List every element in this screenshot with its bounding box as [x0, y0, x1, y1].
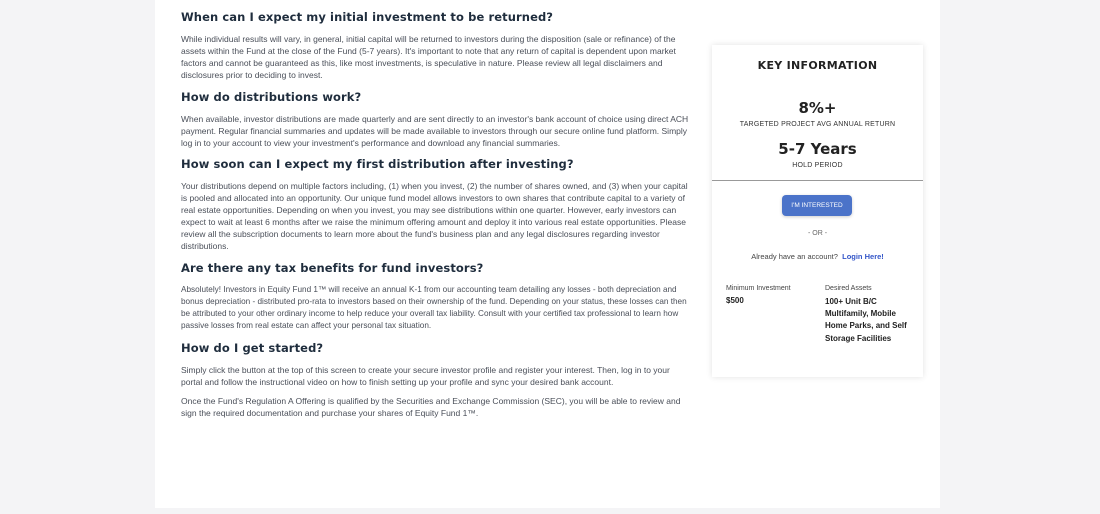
- return-value: 8%+: [798, 99, 837, 117]
- faq-answer-3: Your distributions depend on multiple factors including, (1) when you invest, (2) the number of shares owned, and (3) when your capital is pooled and allocated into an opportunity. Our unique fund model allows investors to own shares that contribute capital to a variety of real estate opportunities. Depending on when you invest, you may see distributions within one quarter. However, early investors can expect to wait at least 6 months after we raise the minimum offering amount and deploy it into various real estate opportunities. Please review all the subscription documents to learn more about the fund's business plan and any legal disclosures regarding investor distributions.: [181, 181, 688, 251]
- min-investment-value: $500: [726, 296, 744, 305]
- key-information-panel: [712, 45, 923, 377]
- faq-question-2: How do distributions work?: [181, 90, 362, 104]
- min-investment-label: Minimum Investment: [726, 285, 791, 292]
- faq-question-4: Are there any tax benefits for fund investors?: [181, 261, 484, 275]
- key-information-title: KEY INFORMATION: [757, 59, 878, 72]
- faq-answer-4: Absolutely! Investors in Equity Fund 1™ will receive an annual K-1 from our accounting team detailing any losses - both depreciation and bonus depreciation - distributed pro-rata to investors based on their ownership of the fund. Depending on your status, these losses can then be attributed to your other ordinary income to help reduce your overall tax liability. Consult with your certified tax professional to learn how passive losses from real estate can affect your personal tax situation.: [181, 285, 687, 330]
- key-stats: [712, 81, 923, 181]
- faq-answer-5: Simply click the button at the top of this screen to create your secure investor profile and register your interest. Then, log in to your portal and follow the instructional video on how to finish setting up your profile and sync your desired bank account.: [181, 365, 670, 387]
- desired-assets-label: Desired Assets: [825, 285, 872, 292]
- login-link[interactable]: Login Here!: [842, 252, 884, 261]
- im-interested-button[interactable]: I'M INTERESTED: [782, 195, 852, 216]
- or-divider: - OR -: [807, 230, 828, 237]
- return-label: TARGETED PROJECT AVG ANNUAL RETURN: [739, 121, 896, 128]
- desired-assets-value: 100+ Unit B/C Multifamily, Mobile Home Parks, and Self Storage Facilities: [825, 297, 907, 343]
- faq-question-5: How do I get started?: [181, 341, 324, 355]
- faq-answer-5-continued: Once the Fund's Regulation A Offering is qualified by the Securities and Exchange Commission (SEC), you will be able to review and sign the required documentation and purchase your shares of Equity Fund 1™.: [181, 396, 681, 418]
- faq-answer-1: While individual results will vary, in general, initial capital will be returned to investors during the disposition (sale or refinance) of the assets within the Fund at the close of the Fund (5-7 years). It's important to note that any return of capital is dependent upon market factors and cannot be guaranteed as this, like most investments, is speculative in nature. Please review all legal disclaimers and disclosures prior to deciding to invest.: [181, 34, 676, 80]
- faq-question-3: How soon can I expect my first distribution after investing?: [181, 157, 574, 171]
- hold-period-label: HOLD PERIOD: [792, 162, 843, 169]
- hold-period-value: 5-7 Years: [778, 140, 857, 158]
- faq-answer-2: When available, investor distributions are made quarterly and are sent directly to an investor's bank account of choice using direct ACH payment. Regular financial summaries and updates will be made available to investors through our secure online fund platform. Simply log in to your account to view your investment's performance and download any financial summaries.: [181, 114, 689, 148]
- login-prompt: [712, 252, 923, 261]
- faq-question-1: When can I expect my initial investment to be returned?: [181, 10, 554, 24]
- already-account-text: Already have an account?: [751, 252, 838, 261]
